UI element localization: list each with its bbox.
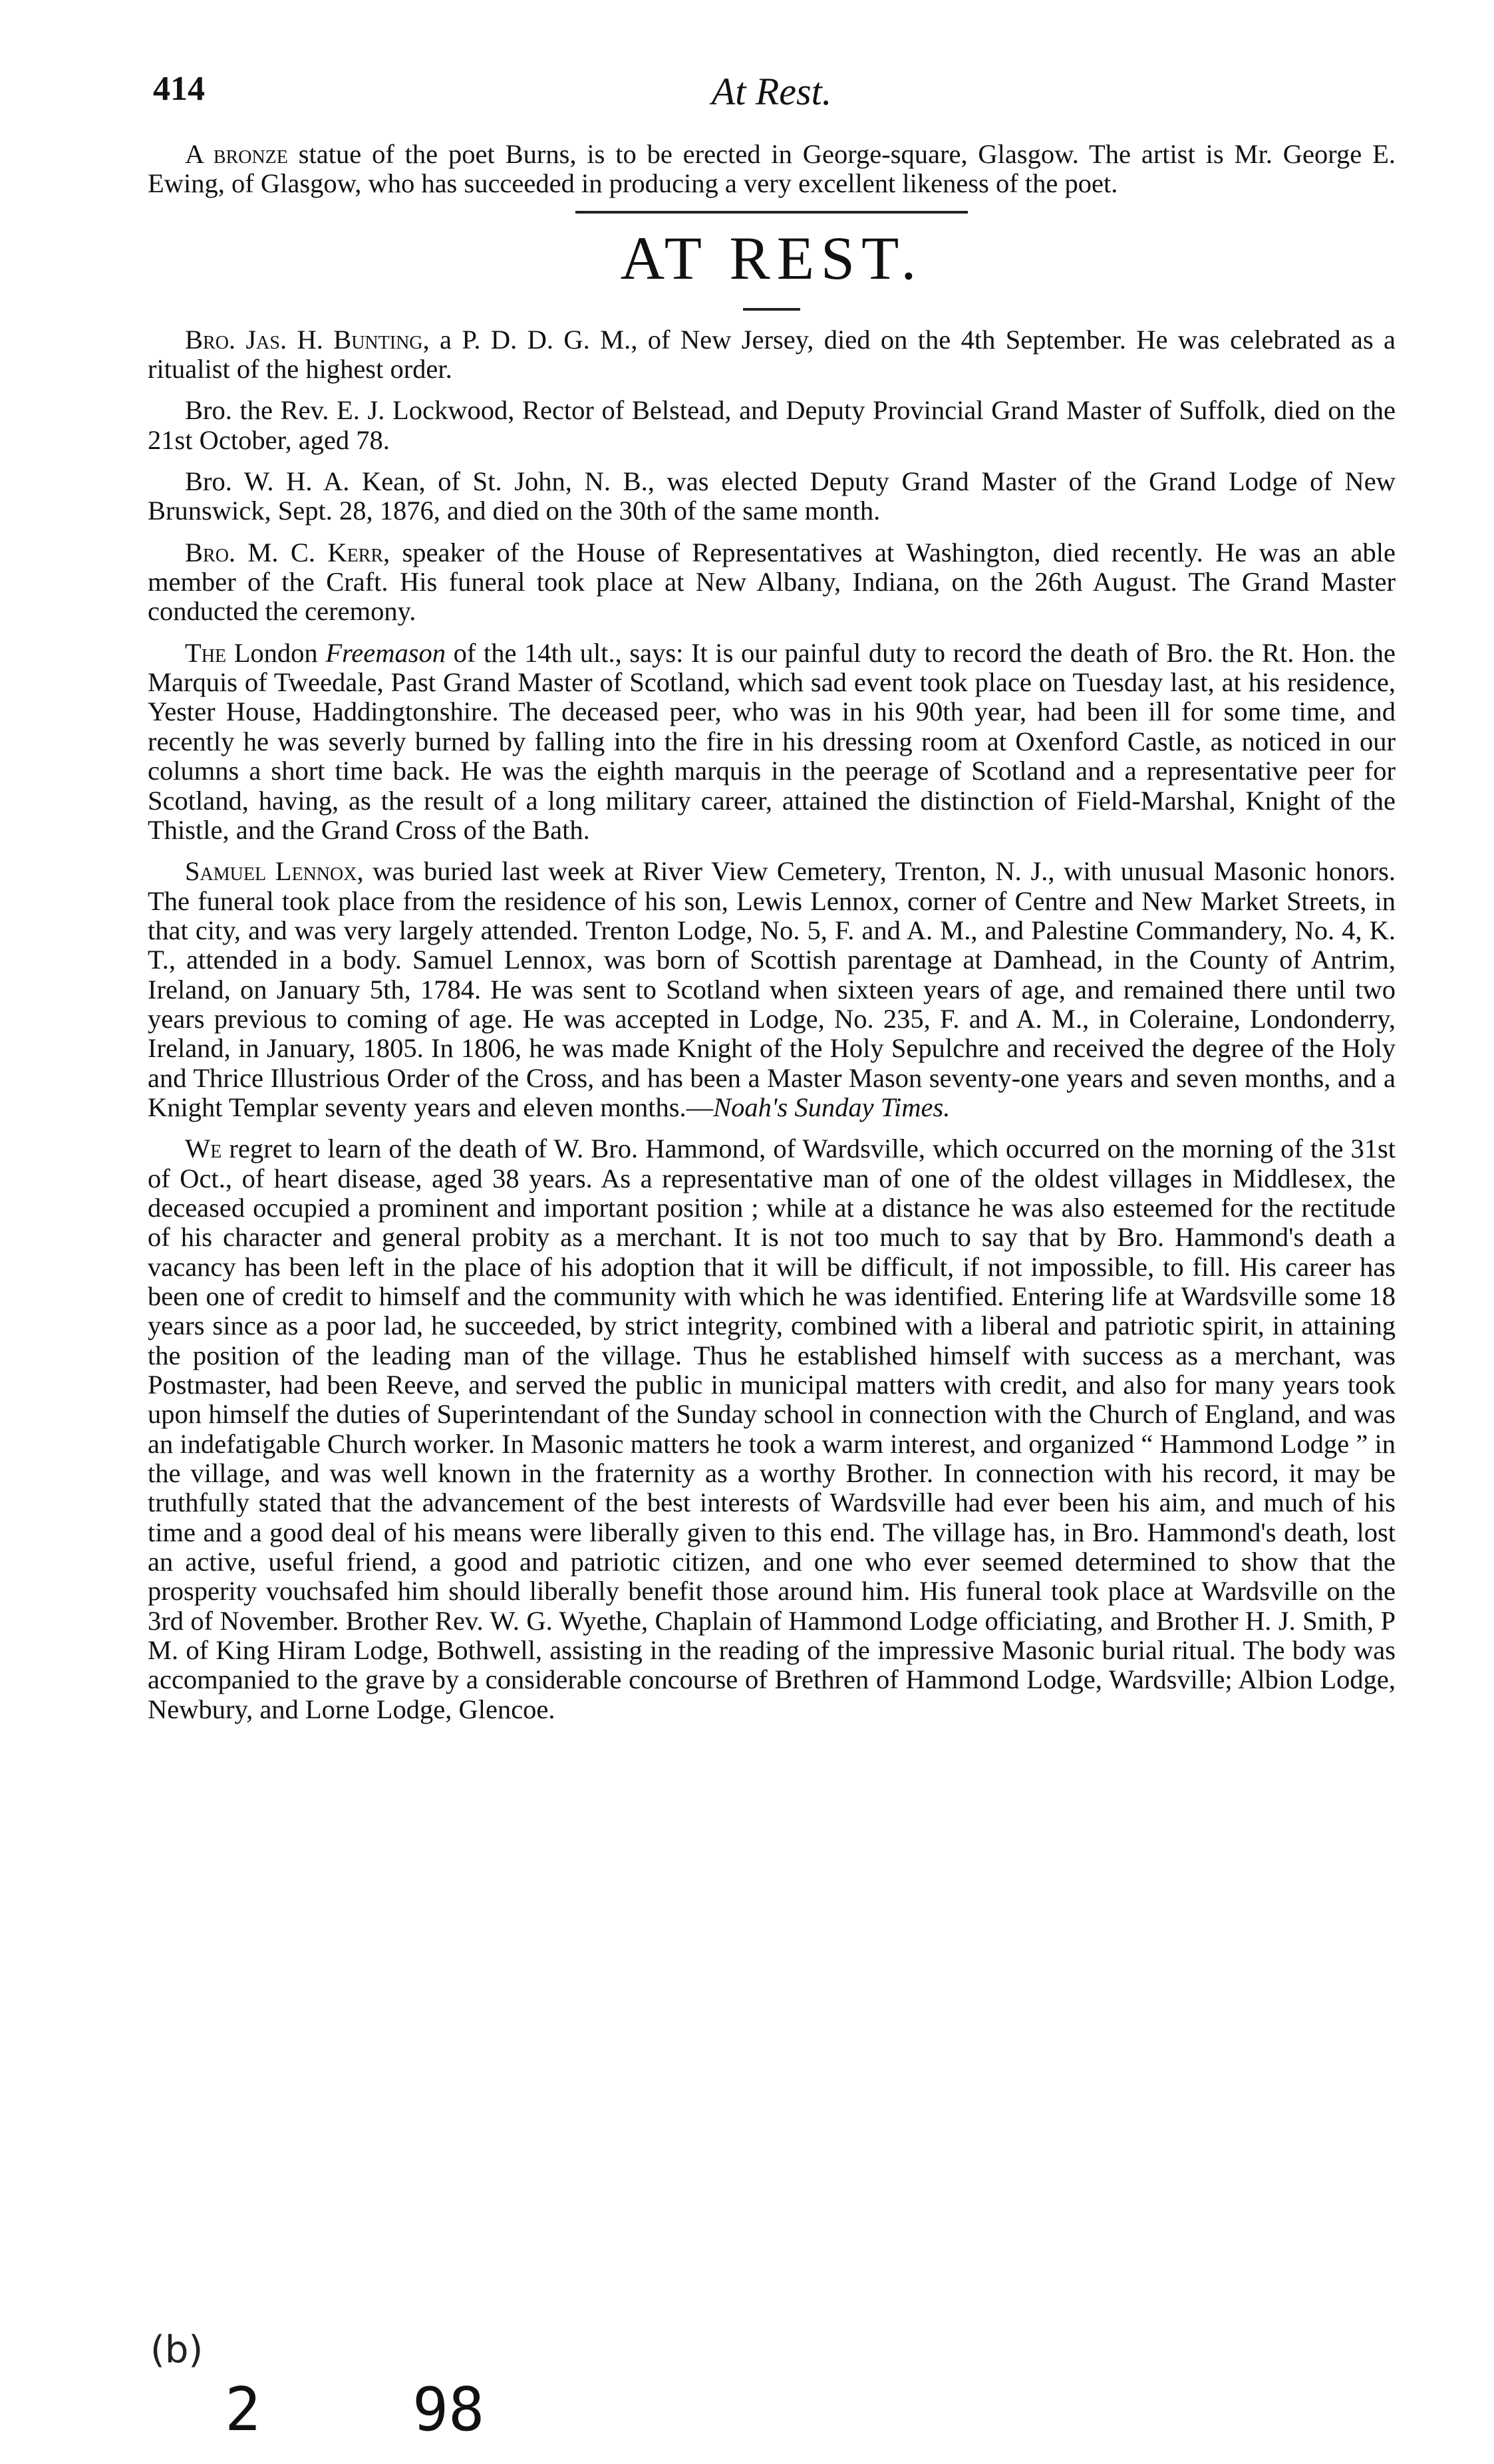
page xyxy=(148,67,1396,1736)
entry-lead: Bro. M. C. Kerr, xyxy=(185,537,390,567)
page-header xyxy=(148,67,1396,140)
entry-text: speaker of the House of Representatives at Washington, died recently. He was an able member of the Craft. His funeral took place at New Albany, Indiana, on the 26th August. The Grand Master conducted the ceremony. xyxy=(148,537,1396,627)
entry-lead: We xyxy=(185,1134,222,1164)
stamp-number: 2 xyxy=(225,2375,261,2445)
entry-text-a: London xyxy=(226,637,326,668)
page-number: 414 xyxy=(153,70,205,108)
intro-lead: A bronze xyxy=(185,139,288,169)
source-citation: Noah's Sunday Times. xyxy=(713,1092,951,1122)
entry-text: was buried last week at River View Cemetery, Trenton, N. J., with unusual Masonic honors. The funeral took place from the residence of his son, Lewis Lennox, corner of Centre and New Market Streets, in that city, and was very largely attended. Trenton Lodge, No. 5, F. and A. M., and Palestine Commandery, No. 4, K. T., attended in a body. Samuel Lennox, was born of Scottish parentage at Damhead, in the County of Antrim, Ireland, on January 5th, 1784. He was sent to Scotland when sixteen years of age, and remained there until two years previous to coming of age. He was accepted in Lodge, No. 235, F. and A. M., in Coleraine, Londonderry, Ireland, in January, 1805. In 1806, he was made Knight of the Holy Sepulchre and received the degree of the Holy and Thrice Illustrious Order of the Cross, and has been a Master Mason seventy-one years and seven months, and a Knight Templar seventy years and eleven months.— xyxy=(148,856,1396,1122)
entry-text: regret to learn of the death of W. Bro. Hammond, of Wardsville, which occurred on the morning of the 31st of Oct., of heart disease, aged 38 years. As a representative man of one of the oldest villages in Middlesex, the deceased occupied a prominent and important position ; while at a distance he was also esteemed for the rectitude of his character and general probity as a merchant. It is not too much to say that by Bro. Hammond's death a vacancy has been left in the place of his adoption that it will be difficult, if not impossible, to fill. His career has been one of credit to himself and the community with which he was identified. Entering life at Wardsville some 18 years since as a poor lad, he succeeded, by strict integrity, combined with a liberal and patriotic spirit, in attaining the position of the leading man of the village. Thus he established himself with success as a merchant, was Postmaster, had been Reeve, and served the public in municipal matters with credit, and also for many years took upon himself the duties of Superintendant of the Sunday school in connection with the Church of England, and was an indefatigable Church worker. In Masonic matters he took a warm interest, and organized “ Hammond Lodge ” in the village, and was well known in the fraternity as a worthy Brother. In connection with his record, it may be truthfully stated that the advancement of the best interests of Wardsville had ever been his aim, and much of his time and a good deal of his means were liberally given to this end. The village has, in Bro. Hammond's death, lost an active, useful friend, a good and patriotic citizen, and one who ever seemed determined to show that the prosperity vouchsafed him should liberally benefit those around him. His funeral took place at Wardsville on the 3rd of November. Brother Rev. W. G. Wyethe, Chaplain of Hammond Lodge officiating, and Brother H. J. Smith, P M. of King Hiram Lodge, Bothwell, assisting in the reading of the impressive Masonic burial ritual. The body was accompanied to the grave by a considerable concourse of Brethren of Hammond Lodge, Wardsville; Albion Lodge, Newbury, and Lorne Lodge, Glencoe. xyxy=(148,1134,1396,1724)
entry-text: of the 14th ult., says: It is our painful duty to record the death of Bro. the Rt. Hon. the Marquis of Tweedale, Past Grand Master of Scotland, which sad event took place on Tuesday last, at his residence, Yester House, Haddingtonshire. The deceased peer, who was in his 90th year, had been ill for some time, and recently he was severly burned by falling into the fire in his dressing room at Oxenford Castle, as noticed in our columns a short time back. He was the eighth marquis in the peerage of Scotland and a representative peer for Scotland, having, as the result of a long military career, attained the distinction of Field-Marshal, Knight of the Thistle, and the Grand Cross of the Bath. xyxy=(148,637,1396,845)
entry-text: a P. D. D. G. M., of New Jersey, died on the 4th September. He was celebrated as a ritualist of the highest order. xyxy=(148,324,1396,385)
entry-lead: Samuel Lennox, xyxy=(185,856,364,887)
entry-kerr xyxy=(148,538,1396,627)
section-title: AT REST. xyxy=(620,224,923,292)
intro-text: statue of the poet Burns, is to be erected in George-square, Glasgow. The artist is Mr. George E. Ewing, of Glasgow, who has succeeded in producing a very excellent likeness of the poet. xyxy=(148,139,1396,199)
entry-lead: The xyxy=(185,637,227,668)
intro-paragraph xyxy=(148,140,1396,199)
entry-lead: Bro. Jas. H. Bunting, xyxy=(185,324,430,355)
entry-lockwood xyxy=(148,396,1396,455)
running-head: At Rest. xyxy=(711,70,832,113)
entry-text: Bro. W. H. A. Kean, of St. John, N. B., was elected Deputy Grand Master of the Grand Lodge of New Brunswick, Sept. 28, 1876, and died on the 30th of the same month. xyxy=(148,466,1396,526)
publication-name: Freemason xyxy=(325,637,446,668)
entry-kean xyxy=(148,467,1396,526)
entry-lennox xyxy=(148,857,1396,1122)
entry-tweedale xyxy=(148,639,1396,845)
entry-hammond xyxy=(148,1134,1396,1724)
title-underline xyxy=(743,308,800,311)
library-stamp: (b) xyxy=(150,2328,204,2372)
stamp-number: 98 xyxy=(412,2375,485,2445)
entry-bunting xyxy=(148,325,1396,385)
entry-text: Bro. the Rev. E. J. Lockwood, Rector of Belstead, and Deputy Provincial Grand Master of Suffolk, died on the 21st October, aged 78. xyxy=(148,395,1396,455)
section-divider xyxy=(575,211,968,214)
